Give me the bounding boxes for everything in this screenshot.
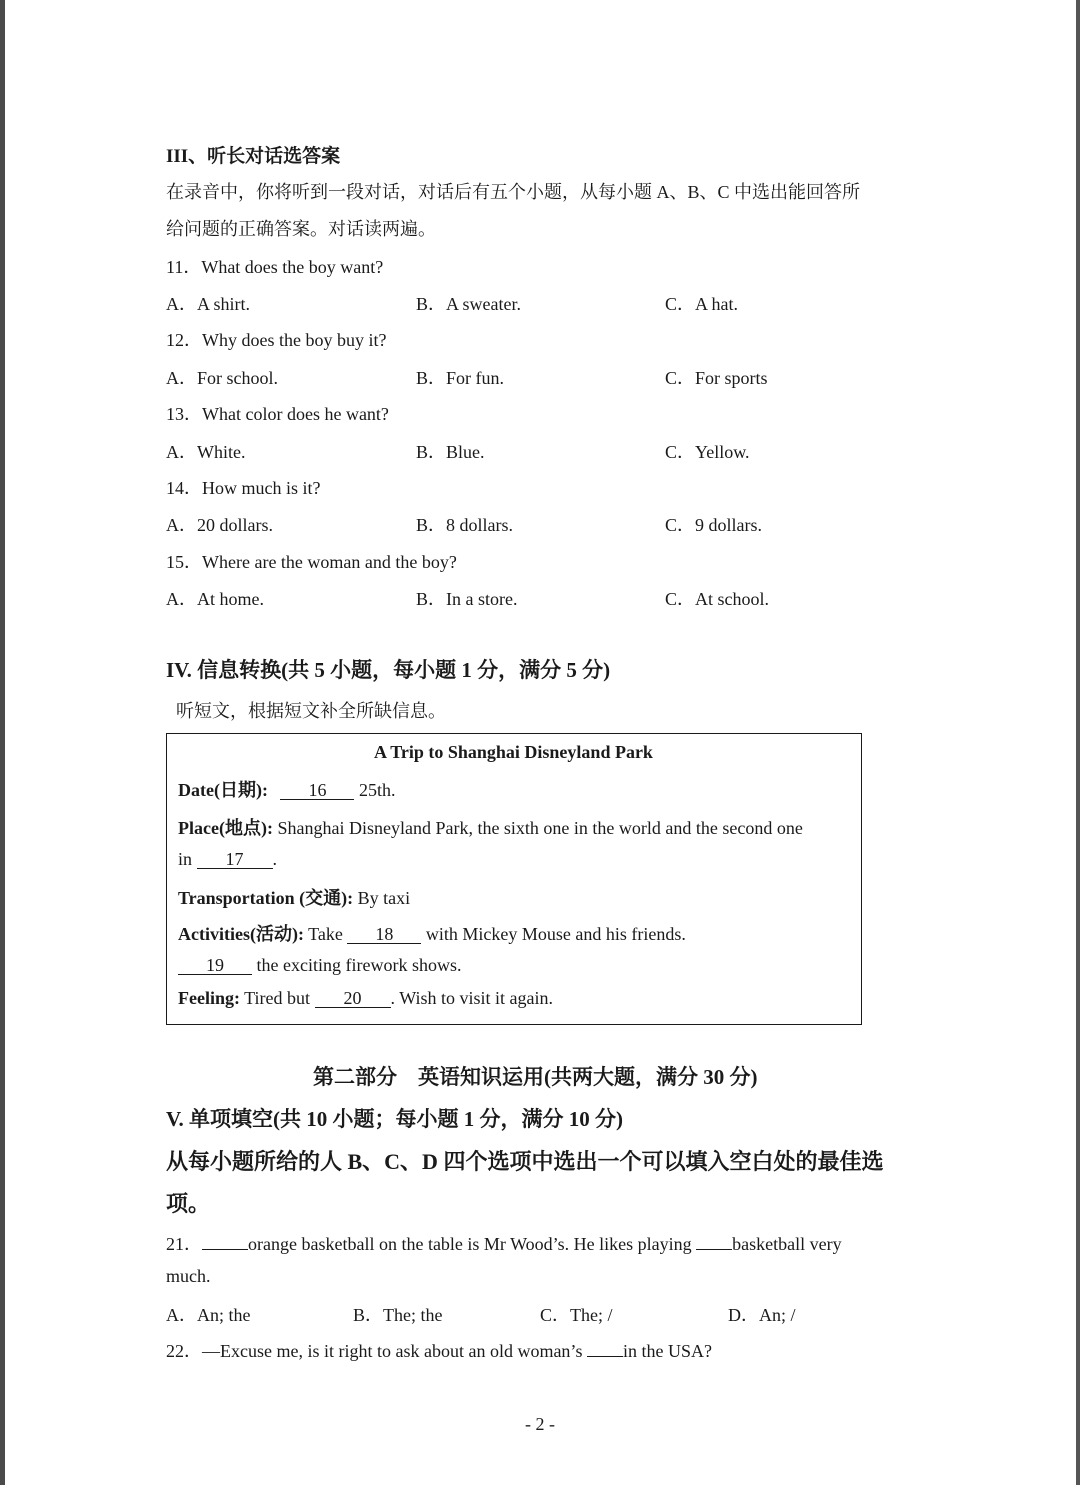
page-number: - 2 - (525, 1414, 555, 1434)
transport-label: Transportation (交通): (178, 888, 354, 908)
blank-19: 19 (178, 956, 252, 975)
info-box (166, 733, 862, 1025)
part2-heading: 第二部分 英语知识运用(共两大题，满分 30 分) (313, 1065, 758, 1089)
q21-option-b: B．The; the (353, 1305, 443, 1325)
question-11: 11．What does the boy want? (166, 257, 384, 277)
q22-blank (587, 1356, 623, 1357)
place-in: in (178, 849, 193, 869)
q21-option-a: A．An; the (166, 1305, 251, 1325)
activities-row (178, 920, 686, 946)
q21-option-d: D．An; / (728, 1305, 796, 1325)
section3-instruction-line2: 给问题的正确答案。对话读两遍。 (166, 219, 436, 239)
section5-instruction-line1: 从每小题所给的人 B、C、D 四个选项中选出一个可以填入空白处的最佳选 (166, 1149, 884, 1174)
question-13: 13．What color does he want? (166, 404, 389, 424)
place-text: Shanghai Disneyland Park, the sixth one in the world and the second one (277, 818, 803, 838)
q11-option-b: B．A sweater. (416, 294, 521, 314)
section4-heading: IV. 信息转换(共 5 小题，每小题 1 分，满分 5 分) (166, 658, 611, 682)
q21-option-c: C．The; / (540, 1305, 613, 1325)
q12-option-b: B．For fun. (416, 368, 505, 388)
question-22 (166, 1337, 712, 1363)
question-15: 15．Where are the woman and the boy? (166, 552, 457, 572)
q14-option-c: C．9 dollars. (665, 515, 762, 535)
q11-option-a: A．A shirt. (166, 294, 251, 314)
q21-part2: basketball very (732, 1234, 842, 1254)
q22-text: 22．—Excuse me, is it right to ask about an old woman’s (166, 1341, 583, 1361)
line19-rest: the exciting firework shows. (256, 955, 462, 975)
activities-rest: with Mickey Mouse and his friends. (425, 924, 686, 944)
section3-heading: III、听长对话选答案 (166, 146, 341, 167)
q15-option-a: A．At home. (166, 589, 264, 609)
feeling-rest: . Wish to visit it again. (390, 988, 553, 1008)
transport-text: By taxi (357, 888, 411, 908)
activities-label: Activities(活动): (178, 924, 304, 944)
line19-row (178, 955, 461, 976)
q12-option-a: A．For school. (166, 368, 278, 388)
question-14: 14．How much is it? (166, 478, 321, 498)
q21-line2: much. (166, 1266, 211, 1286)
q13-option-c: C．Yellow. (665, 442, 750, 462)
q14-option-a: A．20 dollars. (166, 515, 273, 535)
section5-instruction-line2: 项。 (166, 1191, 211, 1216)
q21-blank-1 (202, 1249, 248, 1250)
question-12: 12．Why does the boy buy it? (166, 330, 387, 350)
question-21 (166, 1230, 842, 1256)
q13-option-a: A．White. (166, 442, 246, 462)
place-end: . (272, 849, 278, 869)
date-rest: 25th. (358, 780, 396, 800)
q12-option-c: C．For sports (665, 368, 768, 388)
place-row (178, 814, 803, 840)
q21-number: 21． (166, 1234, 202, 1254)
section4-instruction: 听短文，根据短文补全所缺信息。 (176, 701, 446, 721)
activities-take: Take (308, 924, 343, 944)
place-row-2 (178, 849, 277, 870)
date-label: Date(日期): (178, 780, 268, 800)
q14-option-b: B．8 dollars. (416, 515, 513, 535)
feeling-label: Feeling: (178, 988, 240, 1008)
q21-part1: orange basketball on the table is Mr Wood’s. He likes playing (248, 1234, 692, 1254)
date-row (178, 776, 395, 802)
q13-option-b: B．Blue. (416, 442, 485, 462)
feeling-text: Tired but (244, 988, 311, 1008)
q22-rest: in the USA? (622, 1341, 712, 1361)
section5-heading: V. 单项填空(共 10 小题；每小题 1 分，满分 10 分) (166, 1107, 623, 1131)
q11-option-c: C．A hat. (665, 294, 739, 314)
section3-instruction-line1: 在录音中，你将听到一段对话，对话后有五个小题，从每小题 A、B、C 中选出能回答所 (166, 182, 861, 202)
place-label: Place(地点): (178, 818, 273, 838)
blank-16: 16 (280, 781, 354, 800)
transport-row (178, 884, 410, 910)
blank-18: 18 (347, 925, 421, 944)
q21-blank-2 (696, 1249, 732, 1250)
feeling-row (178, 988, 553, 1009)
info-box-title: A Trip to Shanghai Disneyland Park (374, 742, 653, 762)
q15-option-b: B．In a store. (416, 589, 518, 609)
blank-20: 20 (315, 989, 391, 1008)
blank-17: 17 (197, 850, 273, 869)
q15-option-c: C．At school. (665, 589, 770, 609)
